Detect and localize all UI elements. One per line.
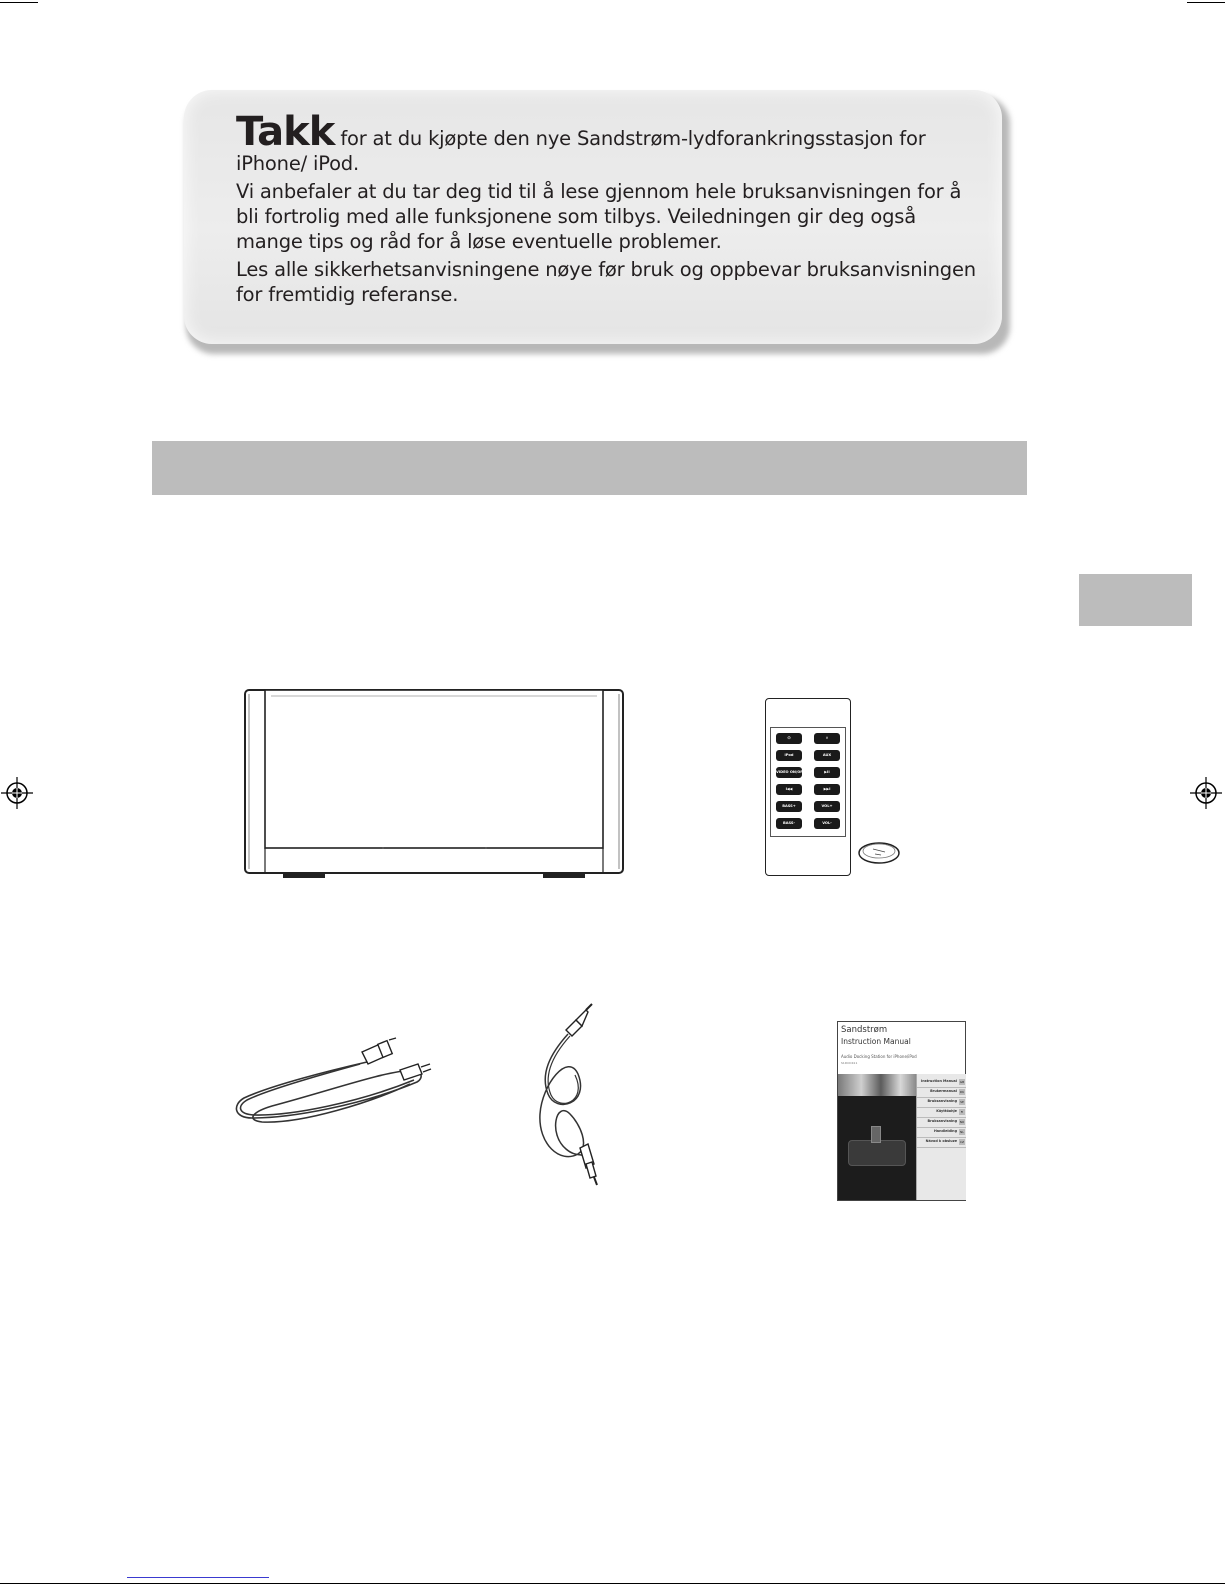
manual-language-item: [917, 1098, 966, 1108]
manual-language-code: GB: [959, 1080, 965, 1084]
manual-brand: Sandstrøm: [841, 1025, 888, 1035]
manual-language-code: FI: [960, 1110, 964, 1114]
power-cord-illustration: [232, 1040, 432, 1130]
intro-text: [236, 109, 976, 310]
section-heading-bar: [152, 441, 1027, 495]
instruction-manual-illustration: [837, 1021, 966, 1201]
manual-language-code: NL: [960, 1130, 964, 1134]
manual-language-item: [917, 1108, 966, 1118]
remote-button: I◀◀: [776, 784, 802, 795]
intro-thanks-text: for at du kjøpte den nye Sandstrøm-lydforankringsstasjon for iPhone/ iPod.: [236, 127, 926, 175]
crop-mark-top-left: [0, 2, 38, 3]
manual-language-name: Bruksanvisning: [927, 1099, 957, 1103]
manual-language-name: Návod k obsluze: [925, 1139, 957, 1143]
manual-language-item: [917, 1128, 966, 1138]
intro-paragraph-2: Vi anbefaler at du tar deg tid til å lese gjennom hele bruksanvisningen for å bli fortrolig med alle funksjonene som tilbys. Veiledningen gir deg også mange tips og råd for å løse eventuelle problemer.: [236, 180, 962, 253]
remote-button: ▶▶I: [814, 784, 840, 795]
manual-language-item: [917, 1088, 966, 1098]
remote-button: iPod: [776, 750, 802, 761]
manual-dark-cover: [838, 1096, 916, 1200]
manual-subtitle: Audio Docking Station for iPhone/iPod: [841, 1054, 917, 1059]
manual-speaker-image: [848, 1140, 906, 1166]
remote-button: ⏻: [776, 733, 802, 744]
manual-language-name: Bruksanvisning: [927, 1119, 957, 1123]
manual-language-item: [917, 1118, 966, 1128]
manual-model: S1DOCK11: [841, 1061, 858, 1065]
takk-heading: Takk: [236, 109, 335, 155]
remote-button: VOL-: [814, 818, 840, 829]
remote-button: VIDEO ON/OFF: [776, 767, 802, 778]
intro-line-1: [236, 109, 976, 176]
remote-button: AUX: [814, 750, 840, 761]
manual-language-code: CZ: [959, 1140, 965, 1144]
bottom-rule: [0, 1583, 1225, 1584]
manual-language-item: [917, 1078, 966, 1088]
audio-cable-illustration: [530, 1004, 610, 1186]
remote-button: ✕: [814, 733, 840, 744]
remote-button: BASS-: [776, 818, 802, 829]
crop-mark-top-right: [1187, 2, 1225, 3]
remote-button: BASS+: [776, 801, 802, 812]
manual-language-code: NO: [959, 1120, 965, 1124]
manual-iphone-image: [871, 1126, 881, 1143]
remote-button: VOL+: [814, 801, 840, 812]
manual-title: Instruction Manual: [841, 1037, 911, 1046]
manual-language-name: Brukermanual: [930, 1089, 957, 1093]
manual-language-name: Instruction Manual: [920, 1079, 957, 1083]
coin-battery-illustration: [856, 838, 902, 868]
remote-button-panel: [770, 727, 846, 837]
manual-language-name: Handleiding: [933, 1129, 957, 1133]
registration-mark-right-icon: [1190, 777, 1222, 809]
manual-language-list: [916, 1074, 966, 1200]
registration-mark-left-icon: [1, 777, 33, 809]
bottom-link-underline: [127, 1577, 269, 1578]
remote-control-illustration: [765, 698, 851, 876]
manual-language-code: SE: [960, 1100, 964, 1104]
remote-button: ▶II: [814, 767, 840, 778]
manual-language-item: [917, 1138, 966, 1148]
manual-photo-strip: [838, 1074, 916, 1096]
manual-language-code: DK: [959, 1090, 965, 1094]
manual-language-name: Käyttöohje: [936, 1109, 957, 1113]
docking-station-illustration: [243, 688, 626, 883]
side-language-tab: [1079, 574, 1192, 626]
intro-paragraph-3: Les alle sikkerhetsanvisningene nøye før bruk og oppbevar bruksanvisningen for fremtidig referanse.: [236, 258, 976, 306]
